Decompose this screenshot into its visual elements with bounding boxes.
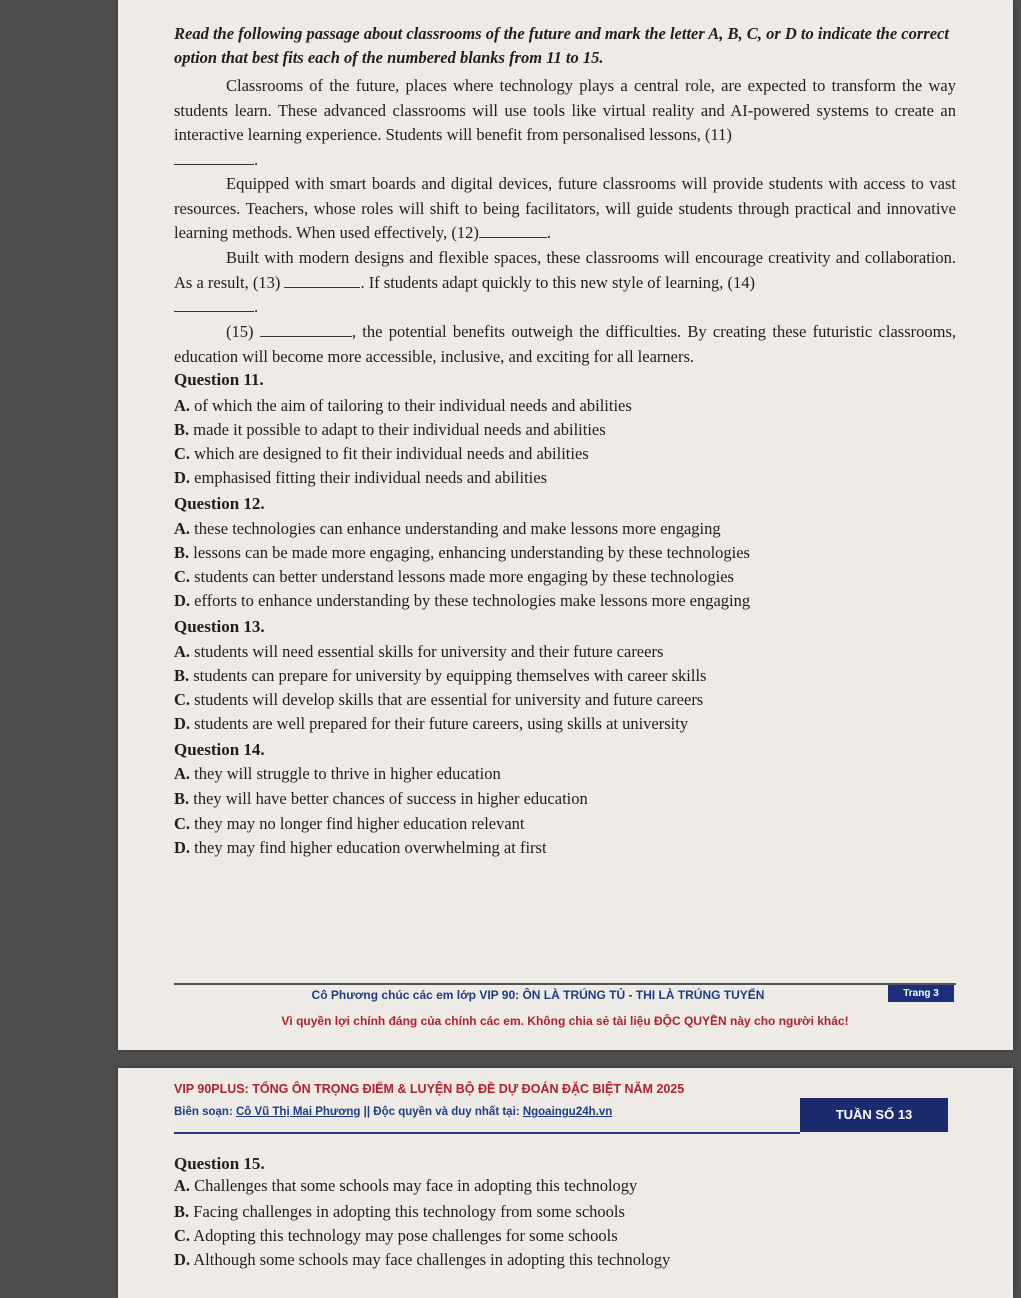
q15-option-d[interactable]: D. Although some schools may face challenges in adopting this technology [174, 1250, 671, 1269]
question-11-title: Question 11. [174, 370, 264, 389]
blank-13 [284, 273, 360, 288]
question-12-title: Question 12. [174, 494, 265, 513]
footer-copyright-notice: Vì quyền lợi chính đáng của chính các em. Không chia sẻ tài liệu ĐỘC QUYỀN này cho người khác! [281, 1014, 849, 1028]
q11-option-d[interactable]: D. emphasised fitting their individual needs and abilities [174, 468, 548, 487]
document-page-4 [118, 1068, 1013, 1298]
q14-option-b[interactable]: B. they will have better chances of success in higher education [174, 789, 588, 808]
question-15-title: Question 15. [174, 1154, 265, 1173]
blank-11 [174, 150, 254, 165]
q13-option-a[interactable]: A. students will need essential skills for university and their future careers [174, 642, 664, 661]
q13-option-b[interactable]: B. students can prepare for university by equipping themselves with career skills [174, 666, 707, 685]
q12-option-a[interactable]: A. these technologies can enhance understanding and make lessons more engaging [174, 519, 721, 538]
page-number-badge: Trang 3 [888, 985, 954, 1002]
question-14-title: Question 14. [174, 740, 265, 759]
q14-option-a[interactable]: A. they will struggle to thrive in higher education [174, 764, 501, 783]
q11-option-b[interactable]: B. made it possible to adapt to their individual needs and abilities [174, 420, 606, 439]
footer-slogan: Cô Phương chúc các em lớp VIP 90: ÔN LÀ TRÚNG TỦ - THI LÀ TRÚNG TUYỂN [311, 988, 765, 1002]
instructions: Read the following passage about classrooms of the future and mark the letter A, B, C, or D to indicate the correct option that best fits each of the numbered blanks from 11 to 15. [174, 24, 949, 67]
site-link[interactable]: Ngoaingu24h.vn [522, 1106, 613, 1118]
header-rule [174, 1132, 800, 1134]
passage-paragraph-2: Equipped with smart boards and digital devices, future classrooms will provide students with access to vast resources. Teachers, whose roles will shift to being facilitators, will guide students through practical and innovative learning methods. When used effectively, (12) . [174, 174, 956, 242]
blank-15 [260, 322, 352, 337]
q12-option-b[interactable]: B. lessons can be made more engaging, enhancing understanding by these technologies [174, 543, 750, 562]
course-header-title: VIP 90PLUS: TỔNG ÔN TRỌNG ĐIỂM & LUYỆN BỘ ĐỀ DỰ ĐOÁN ĐẶC BIỆT NĂM 2025 [174, 1082, 685, 1096]
passage-paragraph-3: Built with modern designs and flexible spaces, these classrooms will encourage creativity and collaboration. As a result, (13) . If students adapt quickly to this new style of learning, (14) . [174, 248, 956, 316]
blank-14 [174, 297, 254, 312]
q12-option-d[interactable]: D. efforts to enhance understanding by these technologies make lessons more engaging [174, 591, 751, 610]
passage-paragraph-1: Classrooms of the future, places where technology plays a central role, are expected to transform the way students learn. These advanced classrooms will use tools like virtual reality and AI-powered systems to create an interactive learning experience. Students will benefit from personalised lessons, (11) . [174, 76, 956, 169]
q11-option-a[interactable]: A. of which the aim of tailoring to their individual needs and abilities [174, 396, 632, 415]
blank-12 [479, 223, 547, 238]
q14-option-d[interactable]: D. they may find higher education overwhelming at first [174, 838, 547, 857]
q13-option-c[interactable]: C. students will develop skills that are essential for university and future careers [174, 690, 704, 709]
footer-rule [174, 983, 956, 985]
q12-option-c[interactable]: C. students can better understand lessons made more engaging by these technologies [174, 567, 734, 586]
q15-option-a[interactable]: A. Challenges that some schools may face in adopting this technology [174, 1176, 638, 1195]
passage-paragraph-4: (15) , the potential benefits outweigh the difficulties. By creating these futuristic classrooms, education will become more accessible, inclusive, and exciting for all learners. [174, 322, 956, 366]
q11-option-c[interactable]: C. which are designed to fit their individual needs and abilities [174, 444, 589, 463]
q15-option-b[interactable]: B. Facing challenges in adopting this technology from some schools [174, 1202, 625, 1221]
q15-option-c[interactable]: C. Adopting this technology may pose challenges for some schools [174, 1226, 618, 1245]
question-13-title: Question 13. [174, 617, 265, 636]
course-header-author: Biên soạn: Cô Vũ Thị Mai Phương || Độc quyền và duy nhất tại: Ngoaingu24h.vn [174, 1106, 613, 1118]
document-page-3 [118, 0, 1013, 1050]
week-badge: TUẦN SỐ 13 [800, 1098, 948, 1132]
q14-option-c[interactable]: C. they may no longer find higher education relevant [174, 814, 525, 833]
q13-option-d[interactable]: D. students are well prepared for their future careers, using skills at university [174, 714, 689, 733]
